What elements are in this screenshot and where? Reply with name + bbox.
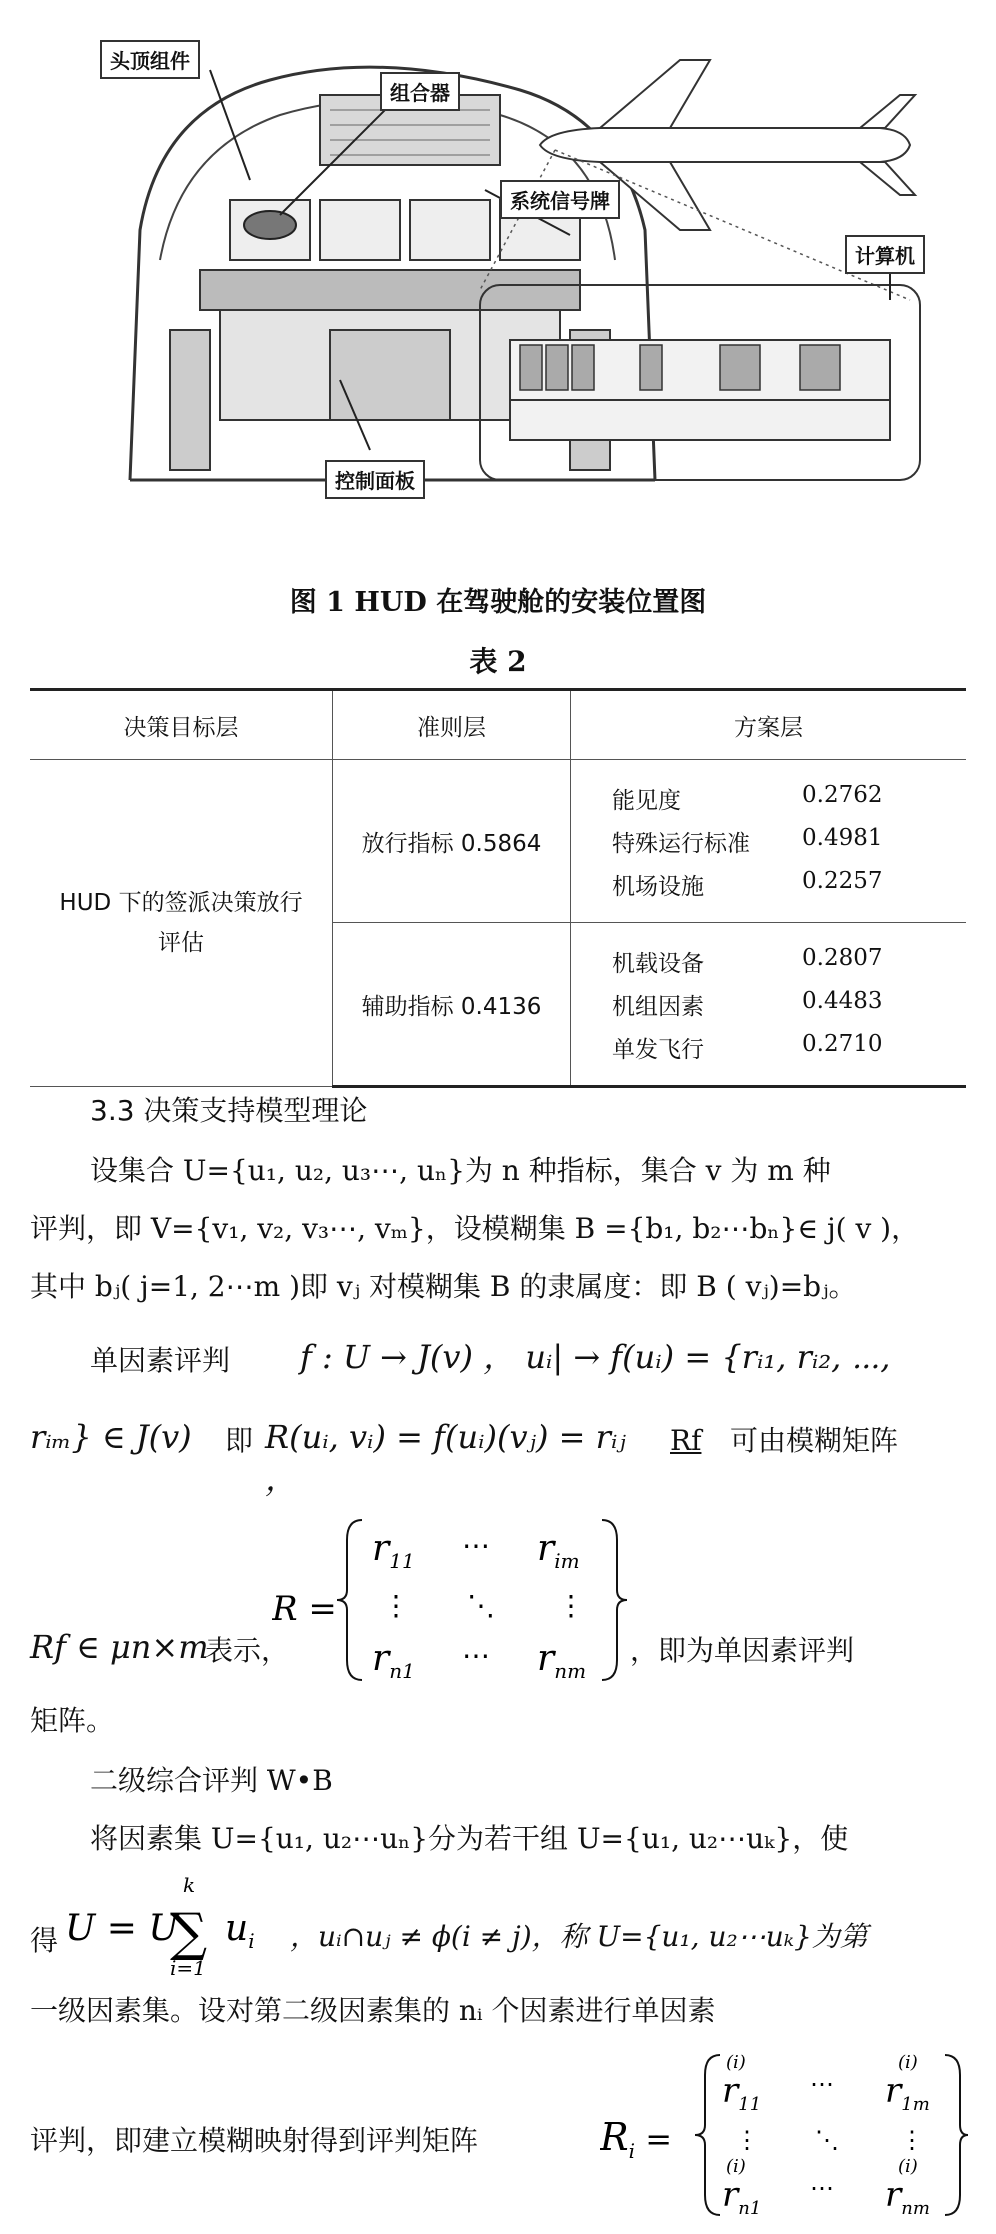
plan-cell: [571, 923, 967, 1087]
label-overhead: 头顶组件: [100, 40, 200, 79]
body-text: 表示，: [205, 1634, 290, 1667]
body-text: 其中 bⱼ( j=1, 2⋯m )即 vⱼ 对模糊集 B 的隶属度：即 B ( vⱼ)=bⱼ。: [30, 1270, 857, 1303]
svg-text:(i): (i): [726, 2052, 746, 2073]
formula: rᵢₘ} ∈ J(v): [30, 1418, 192, 1456]
goal-cell: HUD 下的签派决策放行评估: [30, 760, 333, 1087]
svg-text:ui: $u_i$: [225, 1908, 255, 1953]
plan-cell: [571, 760, 967, 923]
svg-text:⋱: ⋱: [815, 2126, 839, 2154]
criteria-cell: 辅助指标 0.4136: [333, 923, 571, 1087]
svg-text:R =: R =: [272, 1589, 337, 1629]
svg-text:(i): (i): [898, 2156, 918, 2177]
svg-text:⋯: ⋯: [810, 2070, 834, 2098]
svg-text:rn1: $r_{n1}$: [722, 2175, 762, 2219]
body-text: 一级因素集。设对第二级因素集的 nᵢ 个因素进行单因素: [30, 1994, 716, 2027]
svg-text:⋮: ⋮: [382, 1589, 410, 1622]
svg-text:⋮: ⋮: [557, 1589, 585, 1622]
formula: Rf ∈ μn×m: [30, 1628, 209, 1666]
svg-text:r1m: $r_{1m}$: [885, 2071, 930, 2115]
svg-text:rn1: $r_{n1}$: [372, 1638, 415, 1683]
figure-caption: 图 1 HUD 在驾驶舱的安装位置图: [289, 587, 707, 618]
svg-text:i=1: i=1: [170, 1956, 206, 1980]
sum-formula-svg: [65, 1870, 285, 1980]
body-text: 将因素集 U={u₁, u₂⋯uₙ}分为若干组 U={u₁, u₂⋯uₖ}，使: [90, 1822, 849, 1855]
col-header-plan: 方案层: [571, 690, 967, 760]
plan-row: 能见度 0.2762: [612, 781, 883, 814]
body-text: ，uᵢ∩uⱼ ≠ ϕ(i ≠ j)，称 U={u₁, u₂⋯uₖ}为第: [290, 1920, 868, 1953]
svg-text:∑: ∑: [170, 1903, 208, 1963]
plan-row: 机场设施 0.2257: [612, 867, 883, 900]
svg-text:⋯: ⋯: [462, 1529, 490, 1562]
criteria-cell: 放行指标 0.5864: [333, 760, 571, 923]
body-text: 单因素评判: [90, 1344, 231, 1377]
col-header-criteria: 准则层: [333, 690, 571, 760]
body-text: 可由模糊矩阵: [730, 1424, 899, 1457]
plan-row: 机载设备 0.2807: [612, 944, 883, 977]
svg-text:(i): (i): [726, 2156, 746, 2177]
matrix-r: [272, 1500, 632, 1700]
matrix-ri: [600, 2040, 970, 2230]
body-text: 设集合 U={u₁, u₂, u₃⋯, uₙ}为 n 种指标，集合 v 为 m 种: [90, 1154, 831, 1187]
body-text: Rf: [670, 1424, 702, 1457]
plan-row: 单发飞行 0.2710: [612, 1030, 883, 1063]
matrix-braces: [272, 1500, 632, 1700]
body-text: 评判，即建立模糊映射得到评判矩阵: [30, 2124, 479, 2157]
section-heading: 3.3 决策支持模型理论: [90, 1094, 368, 1127]
plan-row: 机组因素 0.4483: [612, 987, 883, 1020]
label-control-panel: 控制面板: [325, 460, 425, 499]
evaluation-table: [30, 688, 966, 1088]
body-text: ，即为单因素评判: [630, 1634, 855, 1667]
body-text: 矩阵。: [30, 1704, 115, 1737]
svg-text:⋮: ⋮: [735, 2126, 759, 2154]
table-title: 表 2: [469, 645, 527, 678]
svg-text:Ri =: $R_i$ =: [600, 2115, 673, 2163]
body-text: 评判，即 V={v₁, v₂, v₃⋯, vₘ}，设模糊集 B ={b₁, b₂⋯bₙ}∈ j( v )，: [30, 1212, 920, 1245]
svg-text:(i): (i): [898, 2052, 918, 2073]
formula: R(uᵢ, vᵢ) = f(uᵢ)(vⱼ) = rᵢⱼ ，: [265, 1418, 626, 1498]
svg-text:⋱: ⋱: [467, 1589, 495, 1622]
label-signboard: 系统信号牌: [500, 180, 620, 219]
label-combiner: 组合器: [380, 72, 460, 111]
body-text: 得: [30, 1924, 59, 1957]
sum-formula: [65, 1870, 285, 1980]
svg-text:U = U: U = U: [65, 1908, 179, 1949]
matrix-ri-svg: [600, 2040, 970, 2230]
svg-text:⋯: ⋯: [462, 1639, 490, 1672]
svg-text:⋮: ⋮: [900, 2126, 924, 2154]
svg-text:r11: $r_{11}$: [722, 2071, 762, 2115]
svg-text:⋯: ⋯: [810, 2174, 834, 2202]
plan-row: 特殊运行标准 0.4981: [612, 824, 883, 857]
svg-text:r11: $r_{11}$: [372, 1528, 415, 1573]
body-text: 即: [225, 1424, 254, 1457]
svg-text:rim: $r_{im}$: [537, 1528, 580, 1573]
subheading: 二级综合评判 W•B: [90, 1764, 333, 1797]
cockpit-figure: [100, 0, 960, 510]
col-header-goal: 决策目标层: [30, 690, 333, 760]
cockpit-illustration: [100, 0, 960, 510]
svg-text:k: k: [183, 1873, 196, 1897]
label-computer: 计算机: [845, 235, 925, 274]
svg-text:rnm: $r_{nm}$: [885, 2175, 930, 2219]
formula: f : U → J(v) ， uᵢ| → f(uᵢ) = {rᵢ₁, rᵢ₂, ⋯,: [300, 1338, 891, 1376]
svg-text:rnm: $r_{nm}$: [537, 1638, 587, 1683]
